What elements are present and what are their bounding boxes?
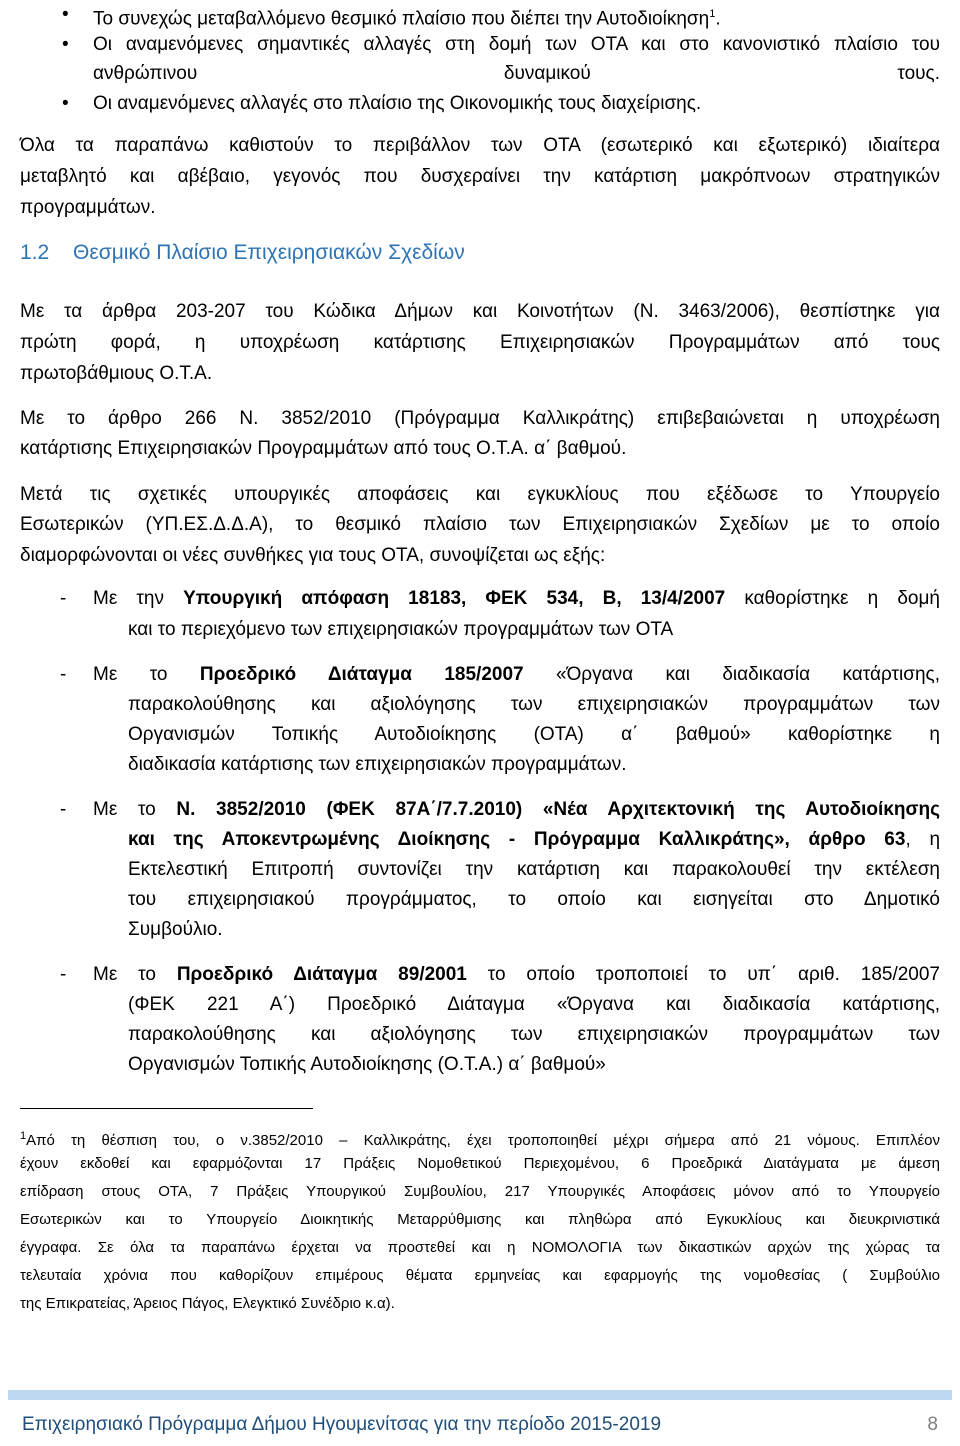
bullet-item-2: [93, 30, 940, 88]
footnote-line: Εσωτερικών και το Υπουργείο Διοικητικής Μεταρρύθμισης και πληθώρα από Εγκυκλίους και διευκρινιστικά: [20, 1211, 940, 1228]
dash-item-2-line-1: [93, 660, 940, 689]
dash-item-2-line-2: παρακολούθησης και αξιολόγησης των επιχειρησιακών προγραμμάτων των: [128, 694, 940, 715]
bullet-dot: •: [62, 34, 69, 55]
dash-marker: -: [60, 799, 67, 820]
dash-item-2-line-3: Οργανισμών Τοπικής Αυτοδιοίκησης (ΟΤΑ) α΄ βαθμού» καθορίστηκε η: [128, 724, 940, 745]
footnote-line: τελευταία χρόνια που καθορίζουν επιμέρους θέματα ερμηνείας και εφαρμογής της νομοθεσίας ( Συμβούλιο: [20, 1267, 940, 1284]
text-line: διαμορφώνονται οι νέες συνθήκες για τους ΟΤΑ, συνοψίζεται ως εξής:: [20, 545, 606, 566]
dash-marker: -: [60, 964, 67, 985]
bold-text: Προεδρικό Διάταγμα 89/2001: [176, 964, 467, 985]
dash-item-4-line-2: (ΦΕΚ 221 Α΄) Προεδρικό Διάταγμα «Όργανα και διαδικασία κατάρτισης,: [128, 994, 940, 1015]
dash-item-3-line-1: [93, 795, 940, 824]
bold-text: και της Αποκεντρωμένης Διοίκησης - Πρόγραμμα Καλλικράτης», άρθρο 63: [128, 829, 906, 850]
text: το οποίο τροποποιεί το υπ΄ αριθ. 185/2007: [466, 964, 940, 985]
dash-marker: -: [60, 588, 67, 609]
bullet-text: Οι αναμενόμενες σημαντικές αλλαγές στη δομή των ΟΤΑ και στο κανονιστικό πλαίσιο του ανθρώπινου δυναμικού τους.: [93, 34, 940, 84]
dash-item-4-line-4: Οργανισμών Τοπικής Αυτοδιοίκησης (Ο.Τ.Α.) α΄ βαθμού»: [128, 1054, 606, 1075]
bullet-item-3: Οι αναμενόμενες αλλαγές στο πλαίσιο της Οικονομικής τους διαχείρισης.: [93, 93, 702, 114]
bold-text: Ν. 3852/2010 (ΦΕΚ 87Α΄/7.7.2010) «Νέα Αρχιτεκτονική της Αυτοδιοίκησης: [176, 799, 940, 820]
text-line: Εσωτερικών (ΥΠ.ΕΣ.Δ.Δ.Α), το θεσμικό πλαίσιο των Επιχειρησιακών Σχεδίων με το οποίο: [20, 514, 940, 535]
bullet-dot: •: [62, 93, 69, 114]
footnote-marker: 1: [20, 1130, 27, 1142]
text-line: Με το άρθρο 266 Ν. 3852/2010 (Πρόγραμμα Καλλικράτης) επιβεβαιώνεται η υποχρέωση: [20, 408, 940, 429]
dash-item-3-line-3: Εκτελεστική Επιτροπή συντονίζει την κατάρτιση και παρακολουθεί την εκτέλεση: [128, 859, 940, 880]
text-line: Μετά τις σχετικές υπουργικές αποφάσεις και εγκυκλίους που εξέδωσε το Υπουργείο: [20, 484, 940, 505]
text-line: Όλα τα παραπάνω καθιστούν το περιβάλλον των ΟΤΑ (εσωτερικό και εξωτερικό) ιδιαίτερα: [20, 135, 940, 156]
section-heading: [20, 238, 465, 267]
footer-title: Επιχειρησιακό Πρόγραμμα Δήμου Ηγουμενίτσας για την περίοδο 2015-2019: [22, 1414, 662, 1435]
bold-text: Προεδρικό Διάταγμα 185/2007: [199, 664, 524, 685]
section-title: Θεσμικό Πλαίσιο Επιχειρησιακών Σχεδίων: [73, 241, 465, 264]
text: Με το: [93, 664, 200, 685]
bullet-dot: •: [62, 4, 69, 25]
footnote-ref[interactable]: 1: [709, 8, 716, 20]
text-line: Με τα άρθρα 203-207 του Κώδικα Δήμων και Κοινοτήτων (Ν. 3463/2006), θεσπίστηκε για: [20, 301, 940, 322]
section-number: 1.2: [20, 241, 50, 264]
dash-item-4-line-1: [93, 960, 940, 989]
text-line: μεταβλητό και αβέβαιο, γεγονός που δυσχεραίνει την κατάρτιση μακρόπνοων στρατηγικών: [20, 166, 940, 187]
footer-bar: [8, 1390, 952, 1400]
text-line: κατάρτισης Επιχειρησιακών Προγραμμάτων από τους Ο.Τ.Α. α΄ βαθμού.: [20, 438, 627, 459]
text-line: πρώτη φορά, η υποχρέωση κατάρτισης Επιχειρησιακών Προγραμμάτων από τους: [20, 332, 940, 353]
text: «Όργανα και διαδικασία κατάρτισης,: [523, 664, 940, 685]
footnote-line: της Επικρατείας, Άρειος Πάγος, Ελεγκτικό Συνέδριο κ.α).: [20, 1295, 395, 1312]
text: Με το: [93, 799, 177, 820]
dash-marker: -: [60, 664, 67, 685]
dash-item-4-line-3: παρακολούθησης και αξιολόγησης των επιχειρησιακών προγραμμάτων των: [128, 1024, 940, 1045]
footnote-separator: [20, 1108, 313, 1109]
text: Από τη θέσπιση του, ο ν.3852/2010 – Καλλικράτης, έχει τροποποιηθεί μέχρι σήμερα από 21 νόμους. Επιπλέον: [26, 1132, 940, 1149]
dash-item-1-line-1: [93, 584, 940, 613]
footnote-line: έγγραφα. Σε όλα τα παραπάνω έρχεται να προστεθεί και η ΝΟΜΟΛΟΓΙΑ των δικαστικών αρχών της χώρας τα: [20, 1239, 940, 1256]
dash-item-2-line-4: διαδικασία κατάρτισης των επιχειρησιακών προγραμμάτων.: [128, 754, 627, 775]
dash-item-1-line-2: και το περιεχόμενο των επιχειρησιακών προγραμμάτων των ΟΤΑ: [128, 619, 674, 640]
text: καθορίστηκε η δομή: [725, 588, 940, 609]
footnote-line: έχουν εκδοθεί και εφαρμόζονται 17 Πράξεις Νομοθετικού Περιεχομένου, 6 Προεδρικά Διατάγματα με άμεση: [20, 1155, 940, 1172]
bullet-item-1: [93, 0, 721, 33]
bullet-text: Το συνεχώς μεταβαλλόμενο θεσμικό πλαίσιο που διέπει την Αυτοδιοίκηση: [93, 8, 710, 30]
bullet-end: .: [715, 8, 721, 30]
dash-item-3-line-4: του επιχειρησιακού προγράμματος, το οποίο και εισηγείται στο Δημοτικό: [128, 889, 940, 910]
dash-item-3-line-5: Συμβούλιο.: [128, 919, 223, 940]
bold-text: Υπουργική απόφαση 18183, ΦΕΚ 534, Β, 13/4/2007: [183, 588, 726, 609]
text: , η: [905, 829, 941, 850]
page-number: 8: [927, 1414, 938, 1435]
footnote-line: επίδραση στους ΟΤΑ, 7 Πράξεις Υπουργικού Συμβουλίου, 217 Υπουργικές Αποφάσεις μόνον από το Υπουργείο: [20, 1183, 940, 1200]
text: Με το: [93, 964, 177, 985]
text-line: πρωτοβάθμιους Ο.Τ.Α.: [20, 363, 213, 384]
text: Με την: [93, 588, 184, 609]
dash-item-3-line-2: [128, 825, 940, 854]
text-line: προγραμμάτων.: [20, 197, 156, 218]
